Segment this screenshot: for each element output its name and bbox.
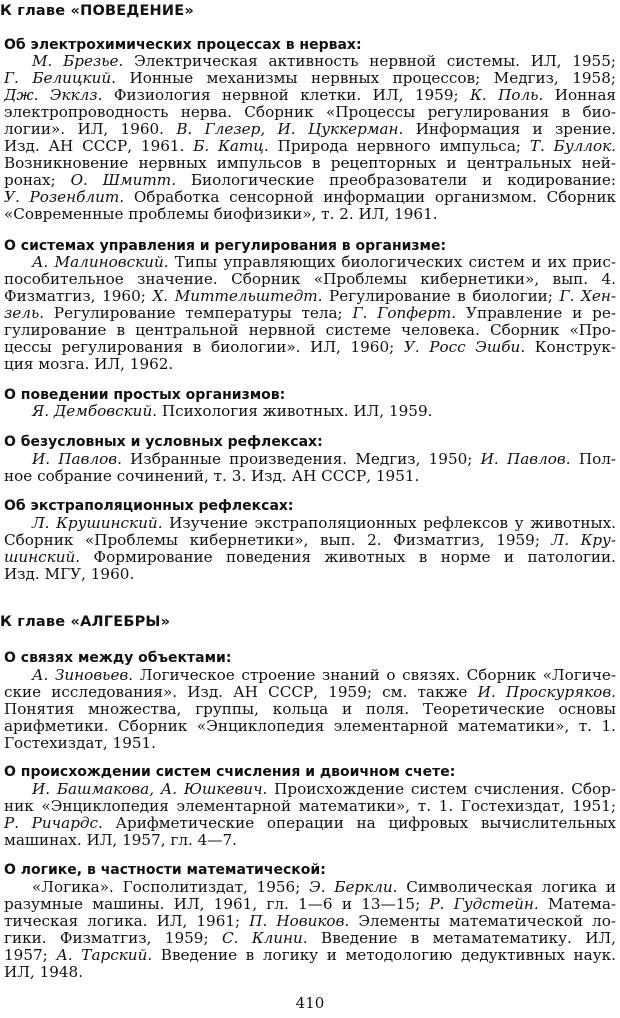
text-run: Психология животных. ИЛ, 1959. (157, 403, 433, 420)
text-line (4, 964, 616, 981)
text-run: ник «Энциклопедия элементарной математики», т. 1. Гостехиздат, 1951; (4, 798, 616, 815)
text-run: ция мозга. ИЛ, 1962. (4, 356, 174, 373)
text-run: машинах. ИЛ, 1957, гл. 4—7. (4, 832, 237, 849)
author-name: Л. Крушинский. (32, 515, 163, 532)
text-run: Биологические преобразователи и кодирование: (176, 172, 616, 189)
text-run: Введение в логику и методологию дедуктивных наук. (152, 947, 616, 964)
text-run: Управление и ре- (456, 305, 616, 322)
text-run: Типы управляющих биологических систем и их прис- (168, 254, 616, 271)
section-heading: О происхождении систем счисления и двоичном счете: (4, 764, 456, 780)
author-name: И. Башмакова, А. Юшкевич. (32, 781, 268, 798)
author-name: Р. Ричардс. (4, 815, 103, 832)
text-line (4, 288, 616, 305)
section-body (4, 781, 616, 849)
text-line (4, 815, 616, 832)
text-run: электропроводность нерва. Сборник «Процессы регулирования в био- (4, 104, 616, 121)
author-name: Э. Беркли. (309, 879, 398, 896)
section-heading: О поведении простых организмов: (4, 387, 286, 403)
author-name: Х. Миттельштедт. (152, 288, 323, 305)
author-name: С. Клини. (221, 930, 308, 947)
author-name: Л. Кру- (551, 532, 616, 549)
section-body (4, 667, 616, 752)
text-run: Природа нервного импульса; (268, 138, 530, 155)
text-run: Конструк- (525, 339, 616, 356)
author-name: И. Павлов. (480, 451, 571, 468)
text-line (4, 532, 616, 549)
text-run: логии». ИЛ, 1960. (4, 121, 177, 138)
text-line (4, 322, 616, 339)
text-run: ронах; (4, 172, 71, 189)
text-line (4, 515, 616, 532)
text-line (4, 549, 616, 566)
text-line (4, 832, 616, 849)
text-run: Символическая логика и (397, 879, 616, 896)
author-name: А. Малиновский. (32, 254, 169, 271)
section-heading: Об электрохимических процессах в нервах: (4, 37, 362, 53)
text-run: Обработка сенсорной информации организмом. Сборник (124, 189, 616, 206)
text-run: гики. Физматгиз, 1959; (4, 930, 222, 947)
author-name: У. Розенблит. (4, 189, 125, 206)
text-line (4, 798, 616, 815)
author-name: Г. Хен- (559, 288, 616, 305)
text-line (4, 879, 616, 896)
text-line (4, 684, 616, 701)
section-body (4, 403, 616, 420)
text-run: Физиология нервной клетки. ИЛ, 1959; (102, 87, 471, 104)
text-line (4, 913, 616, 930)
text-run: Формирование поведения животных в норме и патологии. (80, 549, 616, 566)
text-run: Изд. АН СССР, 1961. (4, 138, 194, 155)
author-name: Я. Дембовский. (32, 403, 158, 420)
text-line (4, 451, 616, 468)
text-run: Пол- (570, 451, 616, 468)
text-line (4, 172, 616, 189)
text-run: Регулирование температуры тела; (44, 305, 353, 322)
text-line (4, 718, 616, 735)
text-run: тическая логика. ИЛ, 1961; (4, 913, 250, 930)
section-body (4, 515, 616, 583)
text-run: Сборник «Проблемы кибернетики», вып. 2. Физматгиз, 1959; (4, 532, 552, 549)
text-line (4, 781, 616, 798)
text-line (4, 87, 616, 104)
text-run: цессы регулирования в биологии». ИЛ, 1960; (4, 339, 404, 356)
text-line (4, 254, 616, 271)
author-name: В. Глезер, И. Цуккерман. (176, 121, 404, 138)
author-name: Р. Гудстейн. (429, 896, 539, 913)
text-run: Происхождение систем счисления. Сбор- (267, 781, 616, 798)
text-run: Введение в метаматематику. ИЛ, (307, 930, 616, 947)
text-line (4, 121, 616, 138)
text-run: гулирование в центральной нервной системе человека. Сборник «Про- (4, 322, 616, 339)
text-line (4, 155, 616, 172)
text-line (4, 206, 616, 223)
text-run: Гостехиздат, 1951. (4, 735, 157, 752)
text-line (4, 930, 616, 947)
text-run: «Современные проблемы биофизики», т. 2. ИЛ, 1961. (4, 206, 438, 223)
author-name: И. Павлов. (32, 451, 122, 468)
section-heading: Об экстраполяционных рефлексах: (4, 498, 294, 514)
text-line (4, 70, 616, 87)
chapter-title-behavior: К главе «ПОВЕДЕНИЕ» (0, 3, 194, 19)
text-run: Избранные произведения. Медгиз, 1950; (121, 451, 481, 468)
text-run: Арифметические операции на цифровых вычислительных (102, 815, 616, 832)
author-name: зель. (4, 305, 45, 322)
text-run: Возникновение нервных импульсов в рецепторных и центральных ней- (4, 155, 616, 172)
author-name: Г. Белицкий. (4, 70, 117, 87)
text-run: арифметики. Сборник «Энциклопедия элементарной математики», т. 1. (4, 718, 616, 735)
author-name: И. Проскуряков. (477, 684, 616, 701)
text-line (4, 138, 616, 155)
text-line (4, 271, 616, 288)
text-run: ИЛ, 1948. (4, 964, 84, 981)
chapter-title-algebras: К главе «АЛГЕБРЫ» (0, 614, 171, 630)
text-run: Элементы математической ло- (349, 913, 616, 930)
text-line (4, 701, 616, 718)
author-name: Дж. Экклз. (4, 87, 103, 104)
text-line (4, 468, 616, 485)
text-run: Изучение экстраполяционных рефлексов у животных. (162, 515, 616, 532)
text-run: пособительное значение. Сборник «Проблемы кибернетики», вып. 4. (4, 271, 616, 288)
section-body (4, 254, 616, 373)
section-body (4, 879, 616, 981)
text-line (4, 305, 616, 322)
page-number: 410 (295, 994, 325, 1012)
section-heading: О безусловных и условных рефлексах: (4, 434, 323, 450)
text-line (4, 356, 616, 373)
text-run: Электрическая активность нервной системы. ИЛ, 1955; (123, 53, 616, 70)
text-run: ное собрание сочинений, т. 3. Изд. АН СССР, 1951. (4, 468, 420, 485)
author-name: Г. Гопферт. (352, 305, 457, 322)
author-name: М. Брезье. (32, 53, 124, 70)
text-run: Регулирование в биологии; (322, 288, 560, 305)
text-run: ские исследования». Изд. АН СССР, 1959; см. также (4, 684, 478, 701)
author-name: Б. Катц. (193, 138, 269, 155)
author-name: К. Поль. (470, 87, 544, 104)
text-run: Логическое строение знаний о связях. Сборник «Логиче- (133, 667, 616, 684)
text-run: «Логика». Госполитиздат, 1956; (32, 879, 310, 896)
section-heading: О системах управления и регулирования в организме: (4, 238, 447, 254)
text-line (4, 189, 616, 206)
text-line (4, 403, 616, 420)
author-name: П. Новиков. (249, 913, 350, 930)
text-line (4, 104, 616, 121)
text-line (4, 53, 616, 70)
section-body (4, 451, 616, 485)
text-run: Информация и зрение. (403, 121, 616, 138)
text-run: 1957; (4, 947, 57, 964)
author-name: У. Росс Эшби. (403, 339, 526, 356)
text-line (4, 735, 616, 752)
author-name: шинский. (4, 549, 81, 566)
section-heading: О логике, в частности математической: (4, 862, 326, 878)
text-line (4, 896, 616, 913)
author-name: Т. Буллок. (529, 138, 616, 155)
text-run: Матема- (538, 896, 616, 913)
text-run: Ионная (543, 87, 616, 104)
text-line (4, 339, 616, 356)
text-line (4, 947, 616, 964)
author-name: А. Тарский. (56, 947, 153, 964)
text-run: разумные машины. ИЛ, 1961, гл. 1—6 и 13—15; (4, 896, 430, 913)
section-heading: О связях между объектами: (4, 650, 232, 666)
text-line (4, 667, 616, 684)
text-run: Изд. МГУ, 1960. (4, 566, 135, 583)
author-name: А. Зиновьев. (32, 667, 134, 684)
text-run: Ионные механизмы нервных процессов; Медгиз, 1958; (116, 70, 616, 87)
text-run: Понятия множества, группы, кольца и поля. Теоретические основы (4, 701, 616, 718)
text-line (4, 566, 616, 583)
text-run: Физматгиз, 1960; (4, 288, 153, 305)
section-body (4, 53, 616, 223)
author-name: О. Шмитт. (70, 172, 177, 189)
